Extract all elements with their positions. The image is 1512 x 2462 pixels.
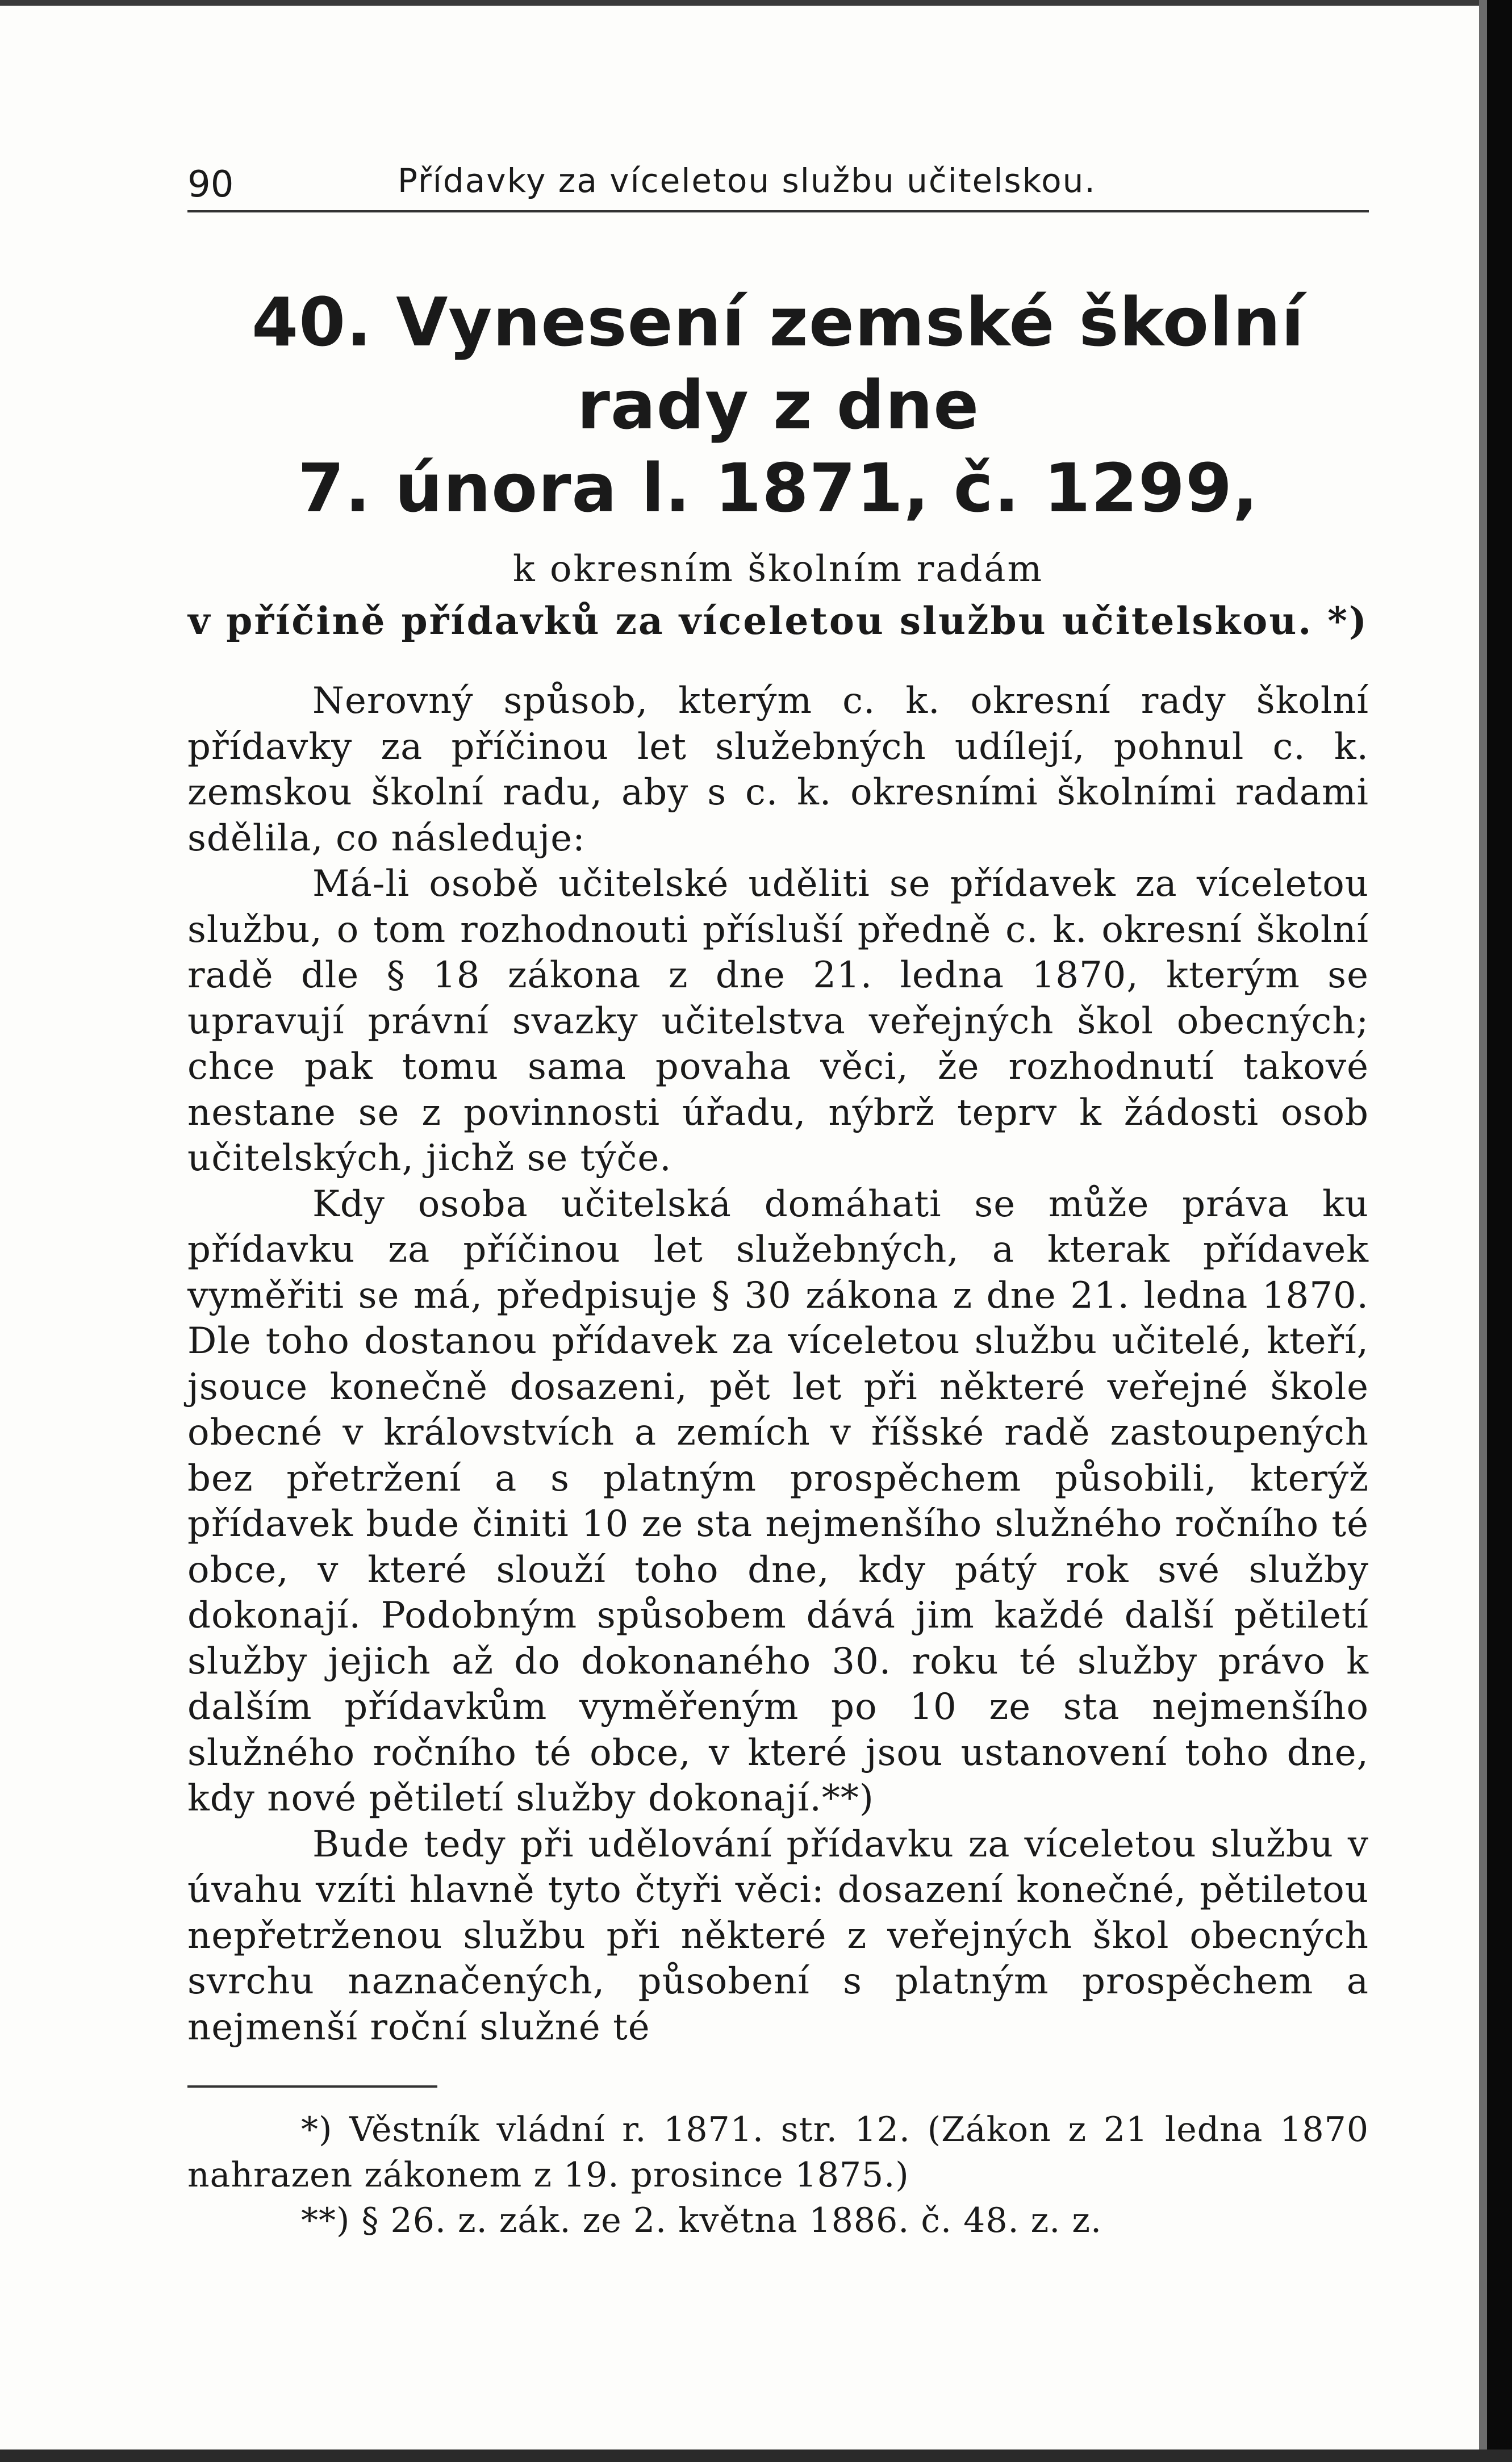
- paragraph-4: Bude tedy při udělování přídavku za víceletou službu v úvahu vzíti hlavně tyto čtyři věci: dosazení konečné, pětiletou nepřetrženou službu při některé z veřejných škol obecných svrchu naznačených, působení s platným prospěchem a nejmenší roční služné té: [187, 1823, 1369, 2048]
- scan-border-right-shadow: [1479, 0, 1487, 2462]
- running-header: [187, 148, 1369, 212]
- paragraph-1: Nerovný spůsob, kterým c. k. okresní rady školní přídavky za příčinou let služebných udílejí, pohnul c. k. zemskou školní radu, aby s c. k. okresními školními radami sdělila, co následuje:: [187, 680, 1369, 859]
- footnote-divider: [187, 2085, 437, 2088]
- page-content: [187, 148, 1369, 2243]
- footnote-1: *) Věstník vládní r. 1871. str. 12. (Zákon z 21 ledna 1870 nahrazen zákonem z 19. prosince 1875.): [187, 2110, 1369, 2195]
- paragraph-3: Kdy osoba učitelská domáhati se může práva ku přídavku za příčinou let služebných, a kterak přídavek vyměřiti se má, předpisuje § 30 zákona z dne 21. ledna 1870. Dle toho dostanou přídavek za víceletou službu učitelé, kteří, jsouce konečně dosazeni, pět let při některé veřejné škole obecné v královstvích a zemích v říšské radě zastoupených bez přetržení a s platným prospěchem působili, kterýž přídavek bude činiti 10 ze sta nejmenšího služného ročního té obce, v které slouží toho dne, kdy pátý rok své služby dokonají. Podobným spůsobem dává jim každé další pětiletí služby jejich až do dokonaného 30. roku té služby právo k dalším přídavkům vyměřeným po 10 ze sta nejmenšího služného ročního té obce, v které jsou ustanovení toho dne, kdy nové pětiletí služby dokonají.**): [187, 1183, 1369, 1820]
- heading-line-2: 7. února l. 1871, č. 1299,: [298, 449, 1259, 527]
- running-title: Přídavky za víceletou službu učitelskou.: [398, 161, 1096, 200]
- section-heading: [187, 281, 1369, 529]
- body-text: [187, 678, 1369, 2050]
- footnotes: [187, 2107, 1369, 2243]
- page-number: 90: [187, 164, 234, 206]
- section-subtitle: k okresním školním radám: [512, 548, 1044, 590]
- footnote-2: **) § 26. z. zák. ze 2. května 1886. č. 48. z. z.: [301, 2201, 1102, 2240]
- section-subject: v příčině přídavků za víceletou službu učitelskou. *): [187, 599, 1369, 643]
- heading-line-1: 40. Vynesení zemské školní rady z dne: [251, 283, 1305, 444]
- paragraph-2: Má-li osobě učitelské uděliti se přídavek za víceletou službu, o tom rozhodnouti přísluší předně c. k. okresní školní radě dle § 18 zákona z dne 21. ledna 1870, kterým se upravují právní svazky učitelstva veřejných škol obecných; chce pak tomu sama povaha věci, že rozhodnutí takové nestane se z povinnosti úřadu, nýbrž teprv k žádosti osob učitelských, jichž se týče.: [187, 863, 1369, 1179]
- scan-border-bottom: [0, 2450, 1512, 2462]
- scan-border-right: [1487, 0, 1512, 2462]
- scan-border-top: [0, 0, 1512, 6]
